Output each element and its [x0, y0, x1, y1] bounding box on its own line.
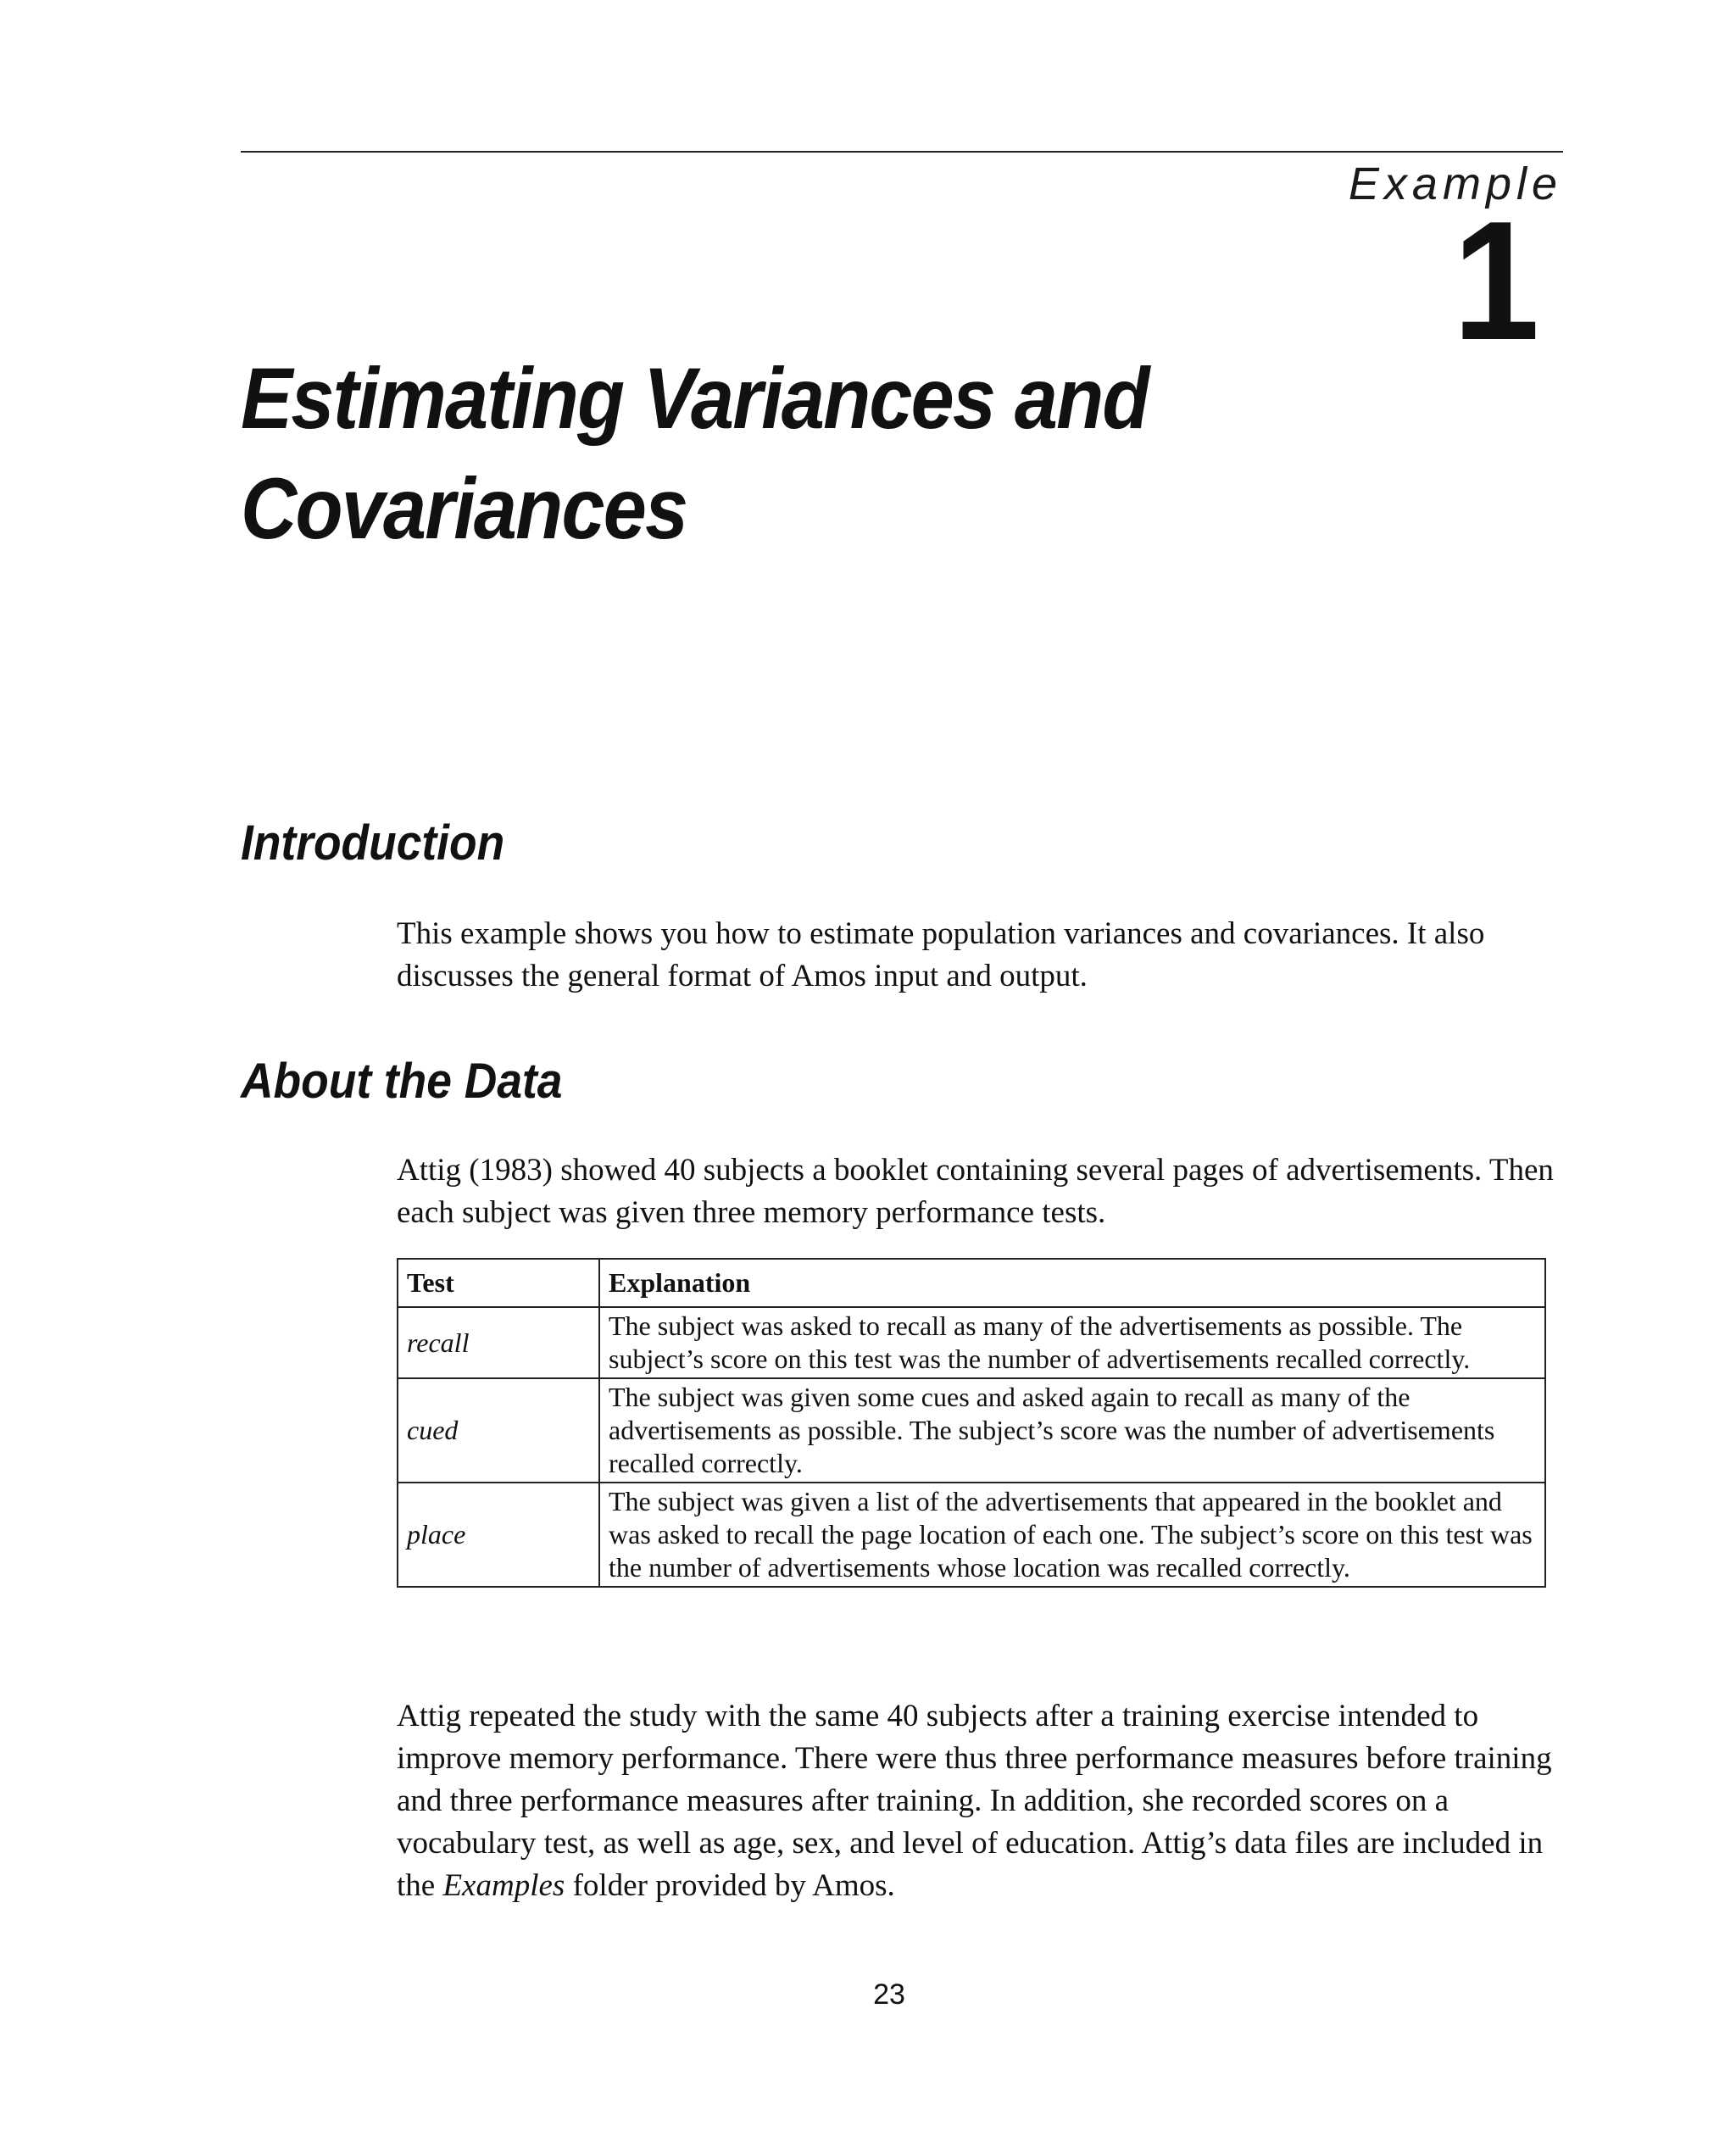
- paragraph-2-text-end: folder provided by Amos.: [565, 1868, 895, 1903]
- paragraph-2-text-start: Attig repeated the study with the same 40 subjects after a training exercise intended to improve memory performance. There were thus three performance measures before training and three performance measures after training. In addition, she recorded scores on a vocabulary test, as well as age, sex, and level of education. Attig’s data files are included in the: [397, 1699, 1552, 1903]
- about-data-heading: About the Data: [241, 1054, 563, 1109]
- example-number: 1: [1452, 186, 1539, 376]
- table-cell-explanation: The subject was given some cues and asked again to recall as many of the advertisements as possible. The subject’s score was the number of advertisements recalled correctly.: [599, 1378, 1545, 1483]
- introduction-heading: Introduction: [241, 815, 505, 871]
- header-rule: [241, 151, 1563, 153]
- table-header-explanation: Explanation: [599, 1259, 1545, 1307]
- table-cell-test: recall: [398, 1307, 599, 1378]
- example-label: Example: [1348, 159, 1562, 209]
- chapter-title: [241, 343, 1309, 564]
- introduction-paragraph: This example shows you how to estimate population variances and covariances. It also discusses the general format of Amos input and output.: [397, 916, 1485, 993]
- table-cell-test: cued: [398, 1378, 599, 1483]
- about-data-paragraph-2: [397, 1695, 1563, 1907]
- table-cell-explanation: The subject was given a list of the advertisements that appeared in the booklet and was asked to recall the page location of each one. The subject’s score on this test was the number of advertisements whose location was recalled correctly.: [599, 1483, 1545, 1587]
- table-row: [398, 1307, 1545, 1378]
- chapter-title-line-1: Estimating Variances and: [241, 350, 1149, 447]
- table-header-row: [398, 1259, 1545, 1307]
- table-cell-explanation: The subject was asked to recall as many of the advertisements as possible. The subject’s score on this test was the number of advertisements recalled correctly.: [599, 1307, 1545, 1378]
- about-data-paragraph-1: Attig (1983) showed 40 subjects a booklet containing several pages of advertisements. Then each subject was given three memory performance tests.: [397, 1153, 1554, 1230]
- table-cell-test: place: [398, 1483, 599, 1587]
- page-number: 23: [873, 1978, 905, 2011]
- chapter-title-line-2: Covariances: [241, 460, 687, 557]
- table-header-test: Test: [398, 1259, 599, 1307]
- table-row: [398, 1378, 1545, 1483]
- examples-folder-name: Examples: [442, 1868, 565, 1903]
- table-row: [398, 1483, 1545, 1587]
- memory-tests-table: [397, 1258, 1546, 1588]
